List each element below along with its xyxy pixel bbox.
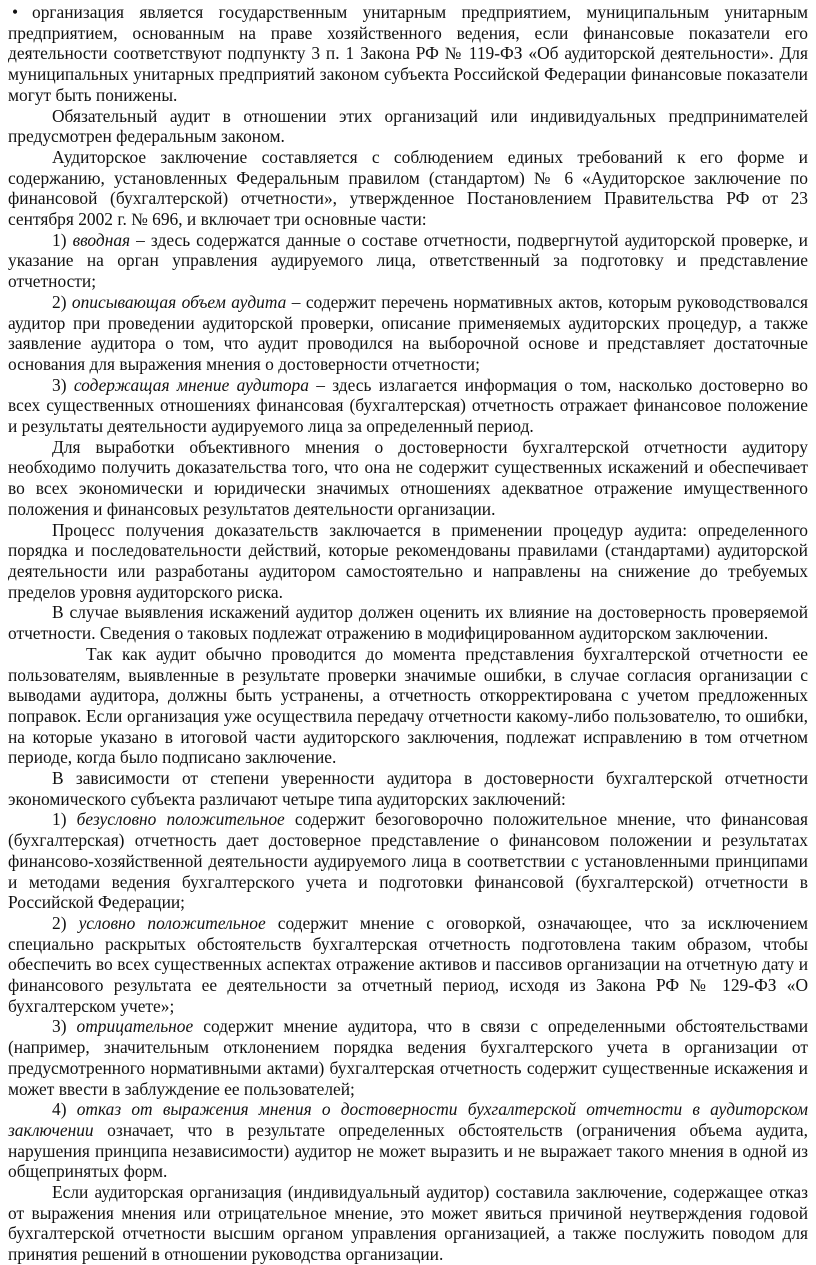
paragraph-text: организация является государственным унитарным предприятием, муниципальным унитарным предприятием, основанным на праве хозяйственного ведения, если финансовые показатели его деятельности соответствуют подпункту 3 п. 1 Закона РФ № 119-ФЗ «Об аудиторской деятельности». Для муниципальных унитарных предприятий законом субъекта Российской Федерации финансовые показатели могут быть понижены. [8,2,808,105]
list-item-qualified [8,913,808,1017]
paragraph-mandatory-audit [8,106,808,147]
paragraph-consequences [8,1182,808,1265]
paragraph-text: Обязательный аудит в отношении этих организаций или индивидуальных предпринимателей предусмотрен федеральным законом. [8,105,808,147]
list-item-disclaimer [8,1099,808,1182]
paragraph-evidence-process [8,520,808,603]
list-text: – содержит перечень нормативных актов, которым руководствовался аудитор при проведении аудиторской проверки, описание применяемых аудиторских процедур, а также заявление аудитора о том, что аудит проводился на выборочной основе и представляет достаточные основания для выражения мнения о достоверности отчетности; [8,291,808,374]
list-item-scope-part [8,292,808,375]
list-term: вводная [72,229,131,250]
list-text: содержит безоговорочно положительное мнение, что финансовая (бухгалтерская) отчетность дает достоверное представление о финансовом положении и результатах финансово-хозяйственной деятельности аудируемого лица в соответствии с установленными принципами и методами ведения бухгалтерского учета и подготовки финансовой (бухгалтерской) отчетности в Российской Федерации; [8,809,808,913]
paragraph-audit-report-structure [8,147,808,230]
list-number: 1) [52,229,67,250]
paragraph-error-correction [8,644,808,768]
list-text: – здесь содержатся данные о составе отчетности, подвергнутой аудиторской проверке, и указание на орган управления аудируемого лица, ответственный за подготовку и представление отчетности; [8,229,808,292]
list-number: 2) [52,912,67,933]
list-term: отрицательное [76,1016,194,1037]
paragraph-text: Для выработки объективного мнения о достоверности бухгалтерской отчетности аудитору необходимо получить доказательства того, что она не содержит существенных искажений и обеспечивает во всех экономически и юридически значимых отношениях адекватное отражение имущественного положения и финансовых результатов деятельности организации. [8,436,808,519]
paragraph-text: В зависимости от степени уверенности аудитора в достоверности бухгалтерской отчетности экономического субъекта различают четыре типа аудиторских заключений: [8,768,808,809]
list-item-introductory-part [8,230,808,292]
list-number: 2) [52,291,67,312]
paragraph-objective-opinion [8,437,808,520]
list-text: содержит мнение с оговоркой, означающее, что за исключением специально раскрытых обстоятельств бухгалтерская отчетность подготовлена таким образом, чтобы обеспечить во всех существенных аспектах отражение активов и пассивов организации на отчетную дату и финансового результата ее деятельности за отчетный период, исходя из Закона РФ № 129-ФЗ «О бухгалтерском учете»; [8,912,808,1016]
list-term: описывающая объем аудита [71,291,287,312]
paragraph-bullet-unitary-enterprise [8,2,808,106]
list-term: безусловно положительное [76,809,285,830]
list-number: 4) [52,1099,67,1120]
list-item-adverse [8,1016,808,1099]
paragraph-report-types-intro [8,768,808,809]
list-item-opinion-part [8,375,808,437]
paragraph-text: Так как аудит обычно проводится до момента представления бухгалтерской отчетности ее пользователям, выявленные в результате проверки значимые ошибки, в случае согласия организации с выводами аудитора, должны быть устранены, а отчетность откорректирована с учетом предложенных поправок. Если организация уже осуществила передачу отчетности какому-либо пользователю, то ошибки, на которые указано в итоговой части аудиторского заключения, подлежат исправлению в том отчетном периоде, когда было подписано заключение. [8,643,808,768]
list-text: означает, что в результате определенных обстоятельств (ограничения объема аудита, нарушения принципа независимости) аудитор не может выразить и не выражает такого мнения в одной из общепринятых форм. [8,1119,808,1182]
paragraph-text: Аудиторское заключение составляется с соблюдением единых требований к его форме и содержанию, установленных Федеральным правилом (стандартом) № 6 «Аудиторское заключение по финансовой (бухгалтерской) отчетности», утвержденное Постановлением Правительства РФ от 23 сентября 2002 г. № 696, и включает три основные части: [8,146,808,230]
paragraph-text: Процесс получения доказательств заключается в применении процедур аудита: определенного порядка и последовательности действий, которые рекомендованы правилами (стандартами) аудиторской деятельности или разработаны аудитором самостоятельно и направлены на снижение до требуемых пределов уровня аудиторского риска. [8,519,808,602]
list-term: содержащая мнение аудитора [73,374,309,395]
list-number: 3) [52,374,67,395]
paragraph-text: В случае выявления искажений аудитор должен оценить их влияние на достоверность проверяемой отчетности. Сведения о таковых подлежат отражению в модифицированном аудиторском заключении. [8,602,808,644]
paragraph-misstatements [8,602,808,643]
list-term: отказ от выражения мнения о достоверности бухгалтерской отчетности в аудиторском заключении [8,1099,808,1140]
list-number: 1) [52,809,67,830]
bullet-icon: • [12,2,19,22]
paragraph-text: Если аудиторская организация (индивидуальный аудитор) составила заключение, содержащее отказ от выражения мнения или отрицательное мнение, это может явиться причиной неутверждения годовой бухгалтерской отчетности высшим органом управления организацией, а также послужить поводом для принятия решений в отношении руководства организации. [8,1182,808,1265]
list-item-unqualified [8,809,808,913]
list-term: условно положительное [78,912,266,933]
list-text: содержит мнение аудитора, что в связи с определенными обстоятельствами (например, значительным отклонением порядка ведения бухгалтерского учета в организации от предусмотренного нормативными актами) бухгалтерская отчетность содержит существенные искажения и может ввести в заблуждение ее пользователей; [8,1016,809,1099]
list-number: 3) [52,1016,67,1037]
list-text: – здесь излагается информация о том, насколько достоверно во всех существенных отношениях финансовая (бухгалтерская) отчетность отражает финансовое положение и результаты деятельности аудируемого лица за определенный период. [8,374,808,437]
